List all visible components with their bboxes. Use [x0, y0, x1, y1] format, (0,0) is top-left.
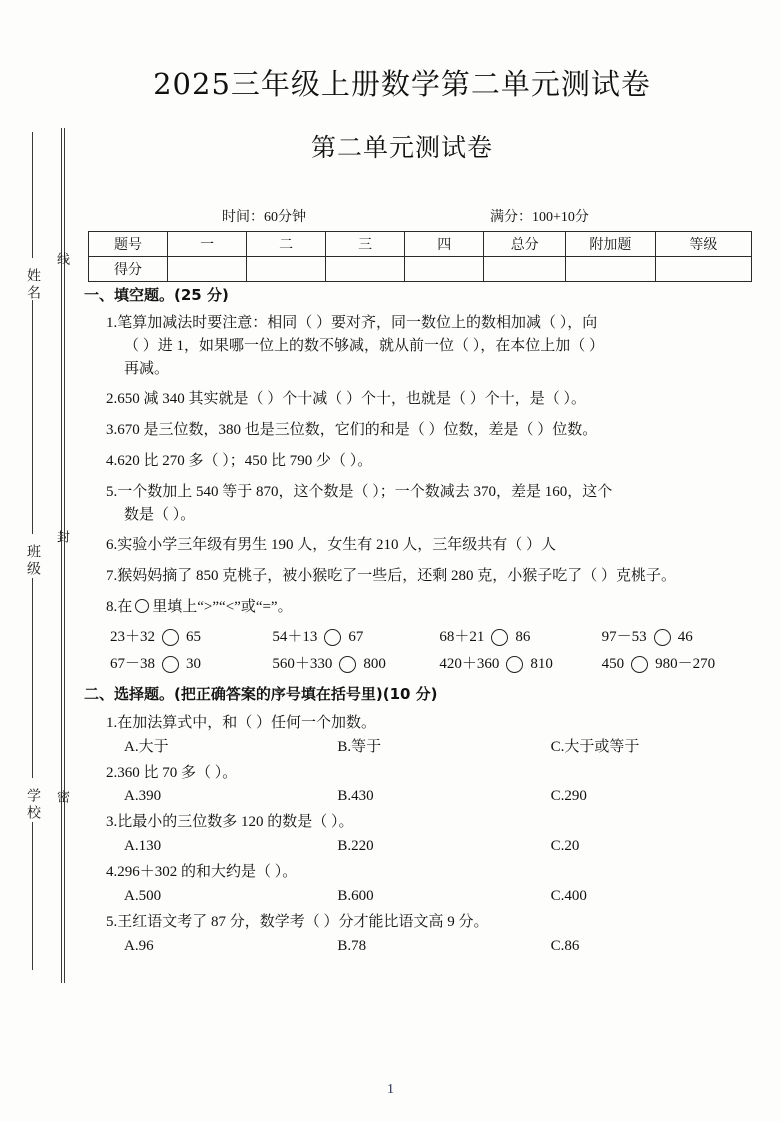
question-8-prompt-before: 8.在 — [106, 598, 133, 615]
exam-body — [84, 288, 764, 961]
compare-circle-5[interactable] — [162, 656, 179, 673]
section-1-heading: 一、填空题。(25 分) — [84, 286, 229, 304]
th-bonus: 附加题 — [566, 232, 656, 257]
compare-item-6 — [272, 656, 439, 673]
exam-full-score: 满分：100+10分 — [490, 210, 589, 225]
compare-circle-7[interactable] — [506, 656, 523, 673]
option-2-4-a[interactable]: A.500 — [124, 887, 162, 904]
question-1-2: 2.650 减 340 其实就是（ ）个十减（ ）个十，也就是（ ）个十，是（ ）。 — [106, 391, 587, 408]
question-1-6: 6.实验小学三年级有男生 190 人，女生有 210 人，三年级共有（ ）人 — [106, 537, 557, 554]
question-2-1: 1.在加法算式中，和（ ）任何一个加数。 — [106, 714, 377, 731]
seal-label-line: 线 — [54, 252, 69, 268]
compare-right-4: 46 — [677, 628, 693, 645]
option-2-1-a[interactable]: A.大于 — [124, 738, 169, 755]
section-2-heading: 二、选择题。(把正确答案的序号填在括号里)(10 分) — [84, 684, 438, 703]
options-2-5 — [124, 939, 764, 954]
page-title: 2025三年级上册数学第二单元测试卷 — [153, 67, 651, 101]
compare-circle-6[interactable] — [339, 656, 356, 673]
compare-row-1 — [110, 629, 764, 646]
compare-item-4 — [602, 629, 764, 646]
table-row-scores — [89, 257, 752, 282]
compare-left-6: 560＋330 — [272, 655, 333, 672]
page-number: 1 — [387, 1082, 394, 1097]
option-2-3-c[interactable]: C.20 — [550, 838, 580, 855]
question-1-3: 3.670 是三位数，380 也是三位数，它们的和是（ ）位数，差是（ ）位数。 — [106, 422, 598, 439]
th-total: 总分 — [484, 232, 566, 257]
compare-circle-3[interactable] — [491, 629, 508, 646]
compare-circle-8[interactable] — [631, 656, 648, 673]
compare-left-1: 23＋32 — [110, 628, 156, 645]
compare-circle-icon — [135, 599, 149, 613]
question-2-3: 3.比最小的三位数多 120 的数是（ ）。 — [106, 814, 354, 831]
th-section-4: 四 — [405, 232, 484, 257]
option-2-4-b[interactable]: B.600 — [337, 887, 374, 904]
td-score-grade[interactable] — [655, 257, 751, 282]
td-score-3[interactable] — [326, 257, 405, 282]
option-2-1-b[interactable]: B.等于 — [337, 738, 382, 755]
compare-item-3 — [439, 629, 601, 646]
compare-left-8: 450 — [601, 655, 625, 672]
option-2-5-a[interactable]: A.96 — [124, 937, 154, 954]
th-grade: 等级 — [655, 232, 751, 257]
question-1-line-2: （ ）进 1，如果哪一位上的数不够减，就从前一位（ ），在本位上加（ ） — [124, 337, 605, 354]
question-1-line-3: 再减。 — [124, 360, 170, 377]
question-2-5: 5.王红语文考了 87 分，数学考（ ）分才能比语文高 9 分。 — [106, 913, 489, 930]
td-score-label: 得分 — [89, 257, 168, 282]
question-1-1 — [106, 312, 764, 380]
td-score-2[interactable] — [247, 257, 326, 282]
compare-right-6: 800 — [363, 655, 386, 672]
compare-right-1: 65 — [186, 628, 202, 645]
question-8-prompt-after: 里填上“>”“<”或“=”。 — [152, 598, 293, 615]
margin-label-name: 姓名 — [25, 268, 41, 302]
compare-right-5: 30 — [186, 655, 202, 672]
options-2-3 — [124, 839, 764, 854]
compare-row-2 — [110, 656, 764, 673]
th-question-no: 题号 — [89, 232, 168, 257]
compare-right-8: 980－270 — [655, 655, 716, 672]
compare-left-7: 420＋360 — [439, 655, 500, 672]
compare-item-8 — [602, 656, 764, 673]
compare-right-7: 810 — [530, 655, 553, 672]
compare-circle-1[interactable] — [162, 629, 179, 646]
question-1-4: 4.620 比 270 多（ ）；450 比 790 少（ ）。 — [106, 452, 373, 469]
options-2-2 — [124, 789, 764, 804]
option-2-3-b[interactable]: B.220 — [337, 838, 374, 855]
question-5-line-2: 数是（ ）。 — [124, 506, 196, 523]
compare-circle-2[interactable] — [324, 629, 341, 646]
compare-right-2: 67 — [348, 628, 364, 645]
td-score-bonus[interactable] — [566, 257, 656, 282]
option-2-1-c[interactable]: C.大于或等于 — [550, 738, 640, 755]
question-1-line-1: 1.笔算加减法时要注意：相同（ ）要对齐，同一数位上的数相加减（ ），向 — [106, 315, 598, 331]
compare-circle-4[interactable] — [654, 629, 671, 646]
td-score-total[interactable] — [484, 257, 566, 282]
question-1-8 — [106, 596, 764, 619]
compare-item-1 — [110, 629, 272, 646]
option-2-5-c[interactable]: C.86 — [550, 937, 580, 954]
compare-left-2: 54＋13 — [272, 628, 318, 645]
seal-label-secret: 密 — [54, 790, 69, 806]
options-2-1 — [124, 740, 764, 755]
option-2-2-c[interactable]: C.290 — [550, 788, 587, 805]
question-5-line-1: 5.一个数加上 540 等于 870，这个数是（ ）；一个数减去 370，差是 160，这个 — [106, 483, 613, 500]
compare-item-7 — [439, 656, 601, 673]
th-section-1: 一 — [168, 232, 247, 257]
compare-item-5 — [110, 656, 272, 673]
score-table — [88, 231, 752, 282]
margin-label-class: 班级 — [25, 544, 41, 578]
exam-meta — [92, 206, 752, 228]
compare-item-2 — [272, 629, 439, 646]
compare-left-5: 67－38 — [110, 655, 156, 672]
question-1-5 — [106, 481, 764, 527]
table-row-headers — [89, 232, 752, 257]
question-1-7: 7.猴妈妈摘了 850 克桃子，被小猴吃了一些后，还剩 280 克，小猴子吃了（ ）克桃子。 — [106, 568, 677, 585]
compare-left-3: 68＋21 — [439, 628, 485, 645]
margin-label-school: 学校 — [25, 788, 41, 822]
option-2-4-c[interactable]: C.400 — [550, 887, 587, 904]
option-2-3-a[interactable]: A.130 — [124, 838, 162, 855]
compare-right-3: 86 — [515, 628, 531, 645]
td-score-1[interactable] — [168, 257, 247, 282]
option-2-2-b[interactable]: B.430 — [337, 788, 374, 805]
page-subtitle: 第二单元测试卷 — [310, 133, 493, 162]
compare-left-4: 97－53 — [601, 628, 647, 645]
option-2-5-b[interactable]: B.78 — [337, 937, 367, 954]
th-section-2: 二 — [247, 232, 326, 257]
question-2-4: 4.296＋302 的和大约是（ ）。 — [106, 864, 298, 881]
exam-duration: 时间：60分钟 — [222, 210, 306, 225]
option-2-2-a[interactable]: A.390 — [124, 788, 162, 805]
th-section-3: 三 — [326, 232, 405, 257]
td-score-4[interactable] — [405, 257, 484, 282]
options-2-4 — [124, 889, 764, 904]
seal-label-seal: 封 — [54, 530, 69, 546]
question-2-2: 2.360 比 70 多（ ）。 — [106, 764, 238, 781]
